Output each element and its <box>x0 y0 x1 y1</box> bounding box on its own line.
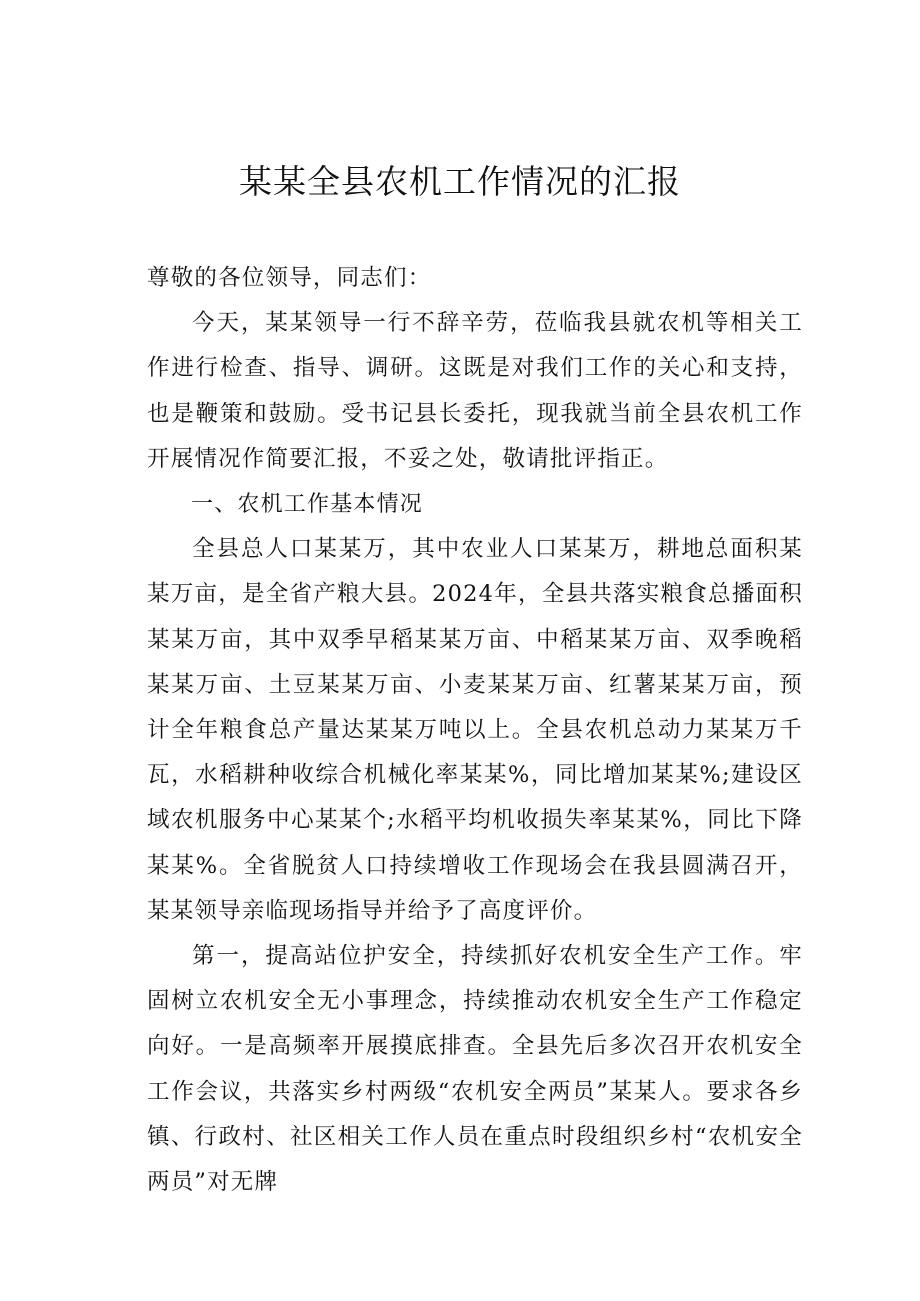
document-body <box>147 256 803 1205</box>
section-heading: 一、农机工作基本情况 <box>191 492 424 518</box>
intro-paragraph: 今天，某某领导一行不辞辛劳，莅临我县就农机等相关工作进行检查、指导、调研。这既是对我们工作的关心和支持，也是鞭策和鼓励。受书记县长委托，现我就当前全县农机工作开展情况作简要汇报，不妥之处，敬请批评指正。 <box>147 310 803 472</box>
safety-paragraph: 第一，提高站位护安全，持续抓好农机安全生产工作。牢固树立农机安全无小事理念，持续推动农机安全生产工作稳定向好。一是高频率开展摸底排查。全县先后多次召开农机安全工作会议，共落实乡村两级“农机安全两员”某某人。要求各乡镇、行政村、社区相关工作人员在重点时段组织乡村“农机安全两员”对无牌 <box>147 943 803 1196</box>
basic-situation-paragraph: 全县总人口某某万，其中农业人口某某万，耕地总面积某某万亩，是全省产粮大县。2024年，全县共落实粮食总播面积某某万亩，其中双季早稻某某万亩、中稻某某万亩、双季晚稻某某万亩、土豆某某万亩、小麦某某万亩、红薯某某万亩，预计全年粮食总产量达某某万吨以上。全县农机总动力某某万千瓦，水稻耕种收综合机械化率某某%，同比增加某某%;建设区域农机服务中心某某个;水稻平均机收损失率某某%，同比下降某某%。全省脱贫人口持续增收工作现场会在我县圆满召开，某某领导亲临现场指导并给予了高度评价。 <box>147 536 803 924</box>
document-title: 某某全县农机工作情况的汇报 <box>239 162 681 201</box>
salutation: 尊敬的各位领导，同志们： <box>147 265 432 291</box>
